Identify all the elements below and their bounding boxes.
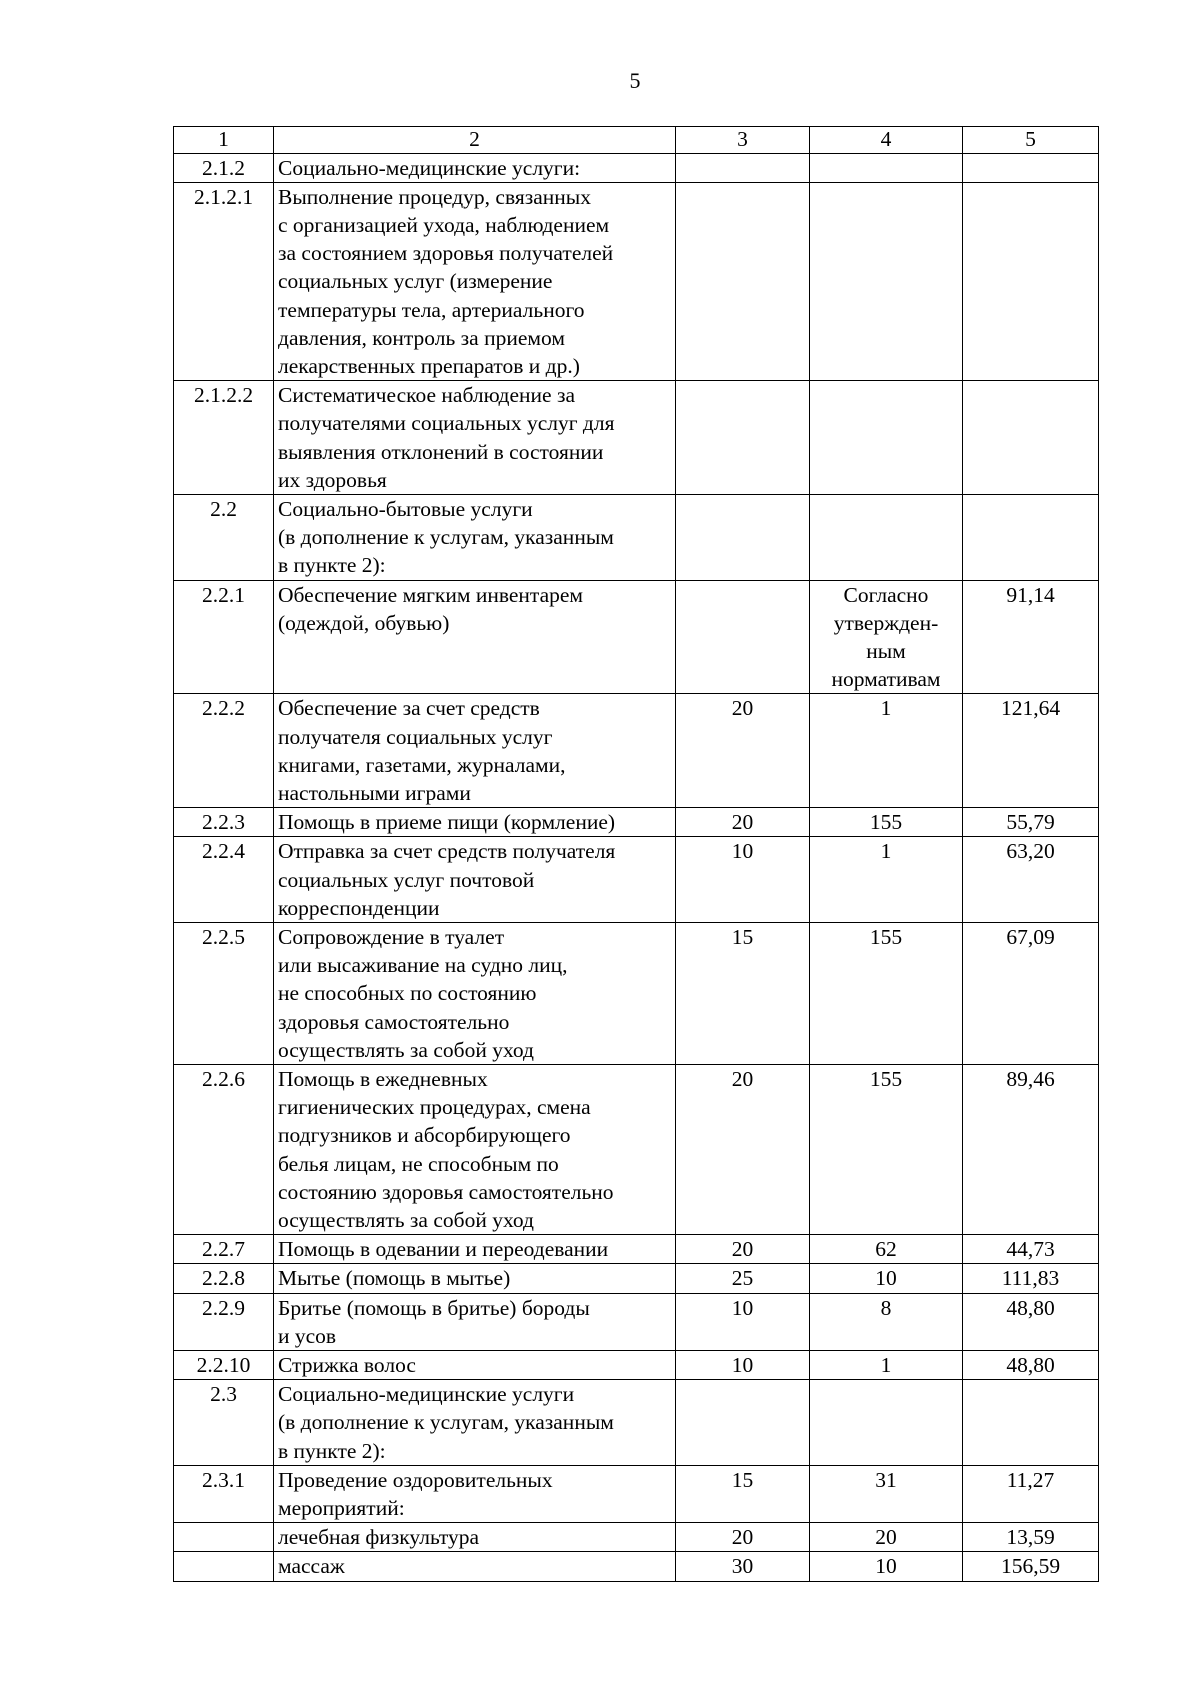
row-number: 2.2.2 <box>174 694 274 808</box>
table-row <box>174 182 1099 380</box>
row-value-col5: 55,79 <box>963 808 1099 837</box>
row-description: Социально-бытовые услуги (в дополнение к услугам, указанным в пункте 2): <box>274 494 676 580</box>
row-number: 2.2.4 <box>174 837 274 923</box>
row-value-col3: 10 <box>676 1351 810 1380</box>
row-value-col3 <box>676 182 810 380</box>
row-value-col5 <box>963 381 1099 495</box>
table-row <box>174 1293 1099 1350</box>
row-description: Мытье (помощь в мытье) <box>274 1264 676 1293</box>
row-number: 2.2.6 <box>174 1065 274 1235</box>
row-value-col4 <box>810 182 963 380</box>
row-description: Бритье (помощь в бритье) бороды и усов <box>274 1293 676 1350</box>
row-value-col3: 30 <box>676 1552 810 1581</box>
row-value-col3 <box>676 494 810 580</box>
row-value-col5: 91,14 <box>963 580 1099 694</box>
column-header: 5 <box>963 127 1099 154</box>
row-number <box>174 1523 274 1552</box>
row-value-col5: 89,46 <box>963 1065 1099 1235</box>
table-row <box>174 1380 1099 1466</box>
row-value-col4: 1 <box>810 837 963 923</box>
table-header-row <box>174 127 1099 154</box>
row-value-col4: 8 <box>810 1293 963 1350</box>
row-value-col4: 62 <box>810 1235 963 1264</box>
row-description: Помощь в приеме пищи (кормление) <box>274 808 676 837</box>
row-value-col3 <box>676 580 810 694</box>
row-value-col4: 1 <box>810 694 963 808</box>
column-header: 1 <box>174 127 274 154</box>
row-value-col3: 15 <box>676 1465 810 1522</box>
row-description: массаж <box>274 1552 676 1581</box>
row-value-col4 <box>810 381 963 495</box>
table-row <box>174 580 1099 694</box>
table-row <box>174 1264 1099 1293</box>
row-description: Систематическое наблюдение за получателями социальных услуг для выявления отклонений в состоянии их здоровья <box>274 381 676 495</box>
row-number: 2.1.2 <box>174 153 274 182</box>
table-row <box>174 381 1099 495</box>
row-value-col5 <box>963 494 1099 580</box>
row-value-col4 <box>810 1380 963 1466</box>
services-table <box>173 126 1099 1582</box>
table-row <box>174 922 1099 1064</box>
row-number: 2.2 <box>174 494 274 580</box>
row-value-col5: 48,80 <box>963 1293 1099 1350</box>
services-table-body <box>174 127 1099 1582</box>
row-value-col3 <box>676 1380 810 1466</box>
row-description: Отправка за счет средств получателя социальных услуг почтовой корреспонденции <box>274 837 676 923</box>
page-number: 5 <box>629 68 641 93</box>
row-value-col5: 67,09 <box>963 922 1099 1064</box>
row-value-col3: 10 <box>676 837 810 923</box>
row-description: Стрижка волос <box>274 1351 676 1380</box>
table-row <box>174 1552 1099 1581</box>
row-description: Помощь в ежедневных гигиенических процедурах, смена подгузников и абсорбирующего белья лицам, не способным по состоянию здоровья самостоятельно осуществлять за собой уход <box>274 1065 676 1235</box>
row-value-col3 <box>676 153 810 182</box>
column-header: 2 <box>274 127 676 154</box>
table-row <box>174 808 1099 837</box>
row-description: Выполнение процедур, связанных с организацией ухода, наблюдением за состоянием здоровья получателей социальных услуг (измерение температуры тела, артериального давления, контроль за приемом лекарственных препаратов и др.) <box>274 182 676 380</box>
row-number: 2.2.9 <box>174 1293 274 1350</box>
row-number: 2.2.3 <box>174 808 274 837</box>
row-value-col5: 13,59 <box>963 1523 1099 1552</box>
row-number: 2.1.2.1 <box>174 182 274 380</box>
table-row <box>174 1065 1099 1235</box>
row-value-col4: 20 <box>810 1523 963 1552</box>
row-value-col4: 1 <box>810 1351 963 1380</box>
row-description: лечебная физкультура <box>274 1523 676 1552</box>
row-number: 2.2.10 <box>174 1351 274 1380</box>
table-row <box>174 1465 1099 1522</box>
row-value-col5: 63,20 <box>963 837 1099 923</box>
row-value-col5 <box>963 153 1099 182</box>
row-number: 2.2.5 <box>174 922 274 1064</box>
row-number: 2.1.2.2 <box>174 381 274 495</box>
row-number: 2.2.8 <box>174 1264 274 1293</box>
row-value-col3: 20 <box>676 808 810 837</box>
row-value-col3: 20 <box>676 694 810 808</box>
row-value-col3: 20 <box>676 1523 810 1552</box>
row-value-col5: 44,73 <box>963 1235 1099 1264</box>
row-value-col5: 121,64 <box>963 694 1099 808</box>
row-value-col3: 15 <box>676 922 810 1064</box>
table-row <box>174 1351 1099 1380</box>
row-number: 2.2.1 <box>174 580 274 694</box>
table-row <box>174 153 1099 182</box>
table-row <box>174 1235 1099 1264</box>
row-value-col5 <box>963 182 1099 380</box>
column-header: 3 <box>676 127 810 154</box>
row-number <box>174 1552 274 1581</box>
row-value-col4: 10 <box>810 1264 963 1293</box>
row-value-col4: Согласно утвержден- ным нормативам <box>810 580 963 694</box>
row-value-col4 <box>810 494 963 580</box>
row-value-col4: 155 <box>810 808 963 837</box>
row-value-col5: 156,59 <box>963 1552 1099 1581</box>
row-value-col4: 31 <box>810 1465 963 1522</box>
table-row <box>174 837 1099 923</box>
row-value-col4: 155 <box>810 1065 963 1235</box>
table-row <box>174 1523 1099 1552</box>
column-header: 4 <box>810 127 963 154</box>
table-row <box>174 494 1099 580</box>
row-value-col5: 48,80 <box>963 1351 1099 1380</box>
row-value-col3: 20 <box>676 1235 810 1264</box>
row-value-col5 <box>963 1380 1099 1466</box>
row-value-col3: 20 <box>676 1065 810 1235</box>
row-value-col5: 111,83 <box>963 1264 1099 1293</box>
row-value-col3: 25 <box>676 1264 810 1293</box>
row-value-col5: 11,27 <box>963 1465 1099 1522</box>
row-description: Социально-медицинские услуги: <box>274 153 676 182</box>
row-description: Обеспечение за счет средств получателя социальных услуг книгами, газетами, журналами, настольными играми <box>274 694 676 808</box>
row-description: Сопровождение в туалет или высаживание на судно лиц, не способных по состоянию здоровья самостоятельно осуществлять за собой уход <box>274 922 676 1064</box>
row-description: Социально-медицинские услуги (в дополнение к услугам, указанным в пункте 2): <box>274 1380 676 1466</box>
row-number: 2.3 <box>174 1380 274 1466</box>
row-description: Помощь в одевании и переодевании <box>274 1235 676 1264</box>
row-value-col4: 155 <box>810 922 963 1064</box>
row-value-col4 <box>810 153 963 182</box>
row-value-col3: 10 <box>676 1293 810 1350</box>
table-row <box>174 694 1099 808</box>
row-number: 2.3.1 <box>174 1465 274 1522</box>
row-description: Проведение оздоровительных мероприятий: <box>274 1465 676 1522</box>
row-description: Обеспечение мягким инвентарем (одеждой, обувью) <box>274 580 676 694</box>
row-value-col4: 10 <box>810 1552 963 1581</box>
row-value-col3 <box>676 381 810 495</box>
row-number: 2.2.7 <box>174 1235 274 1264</box>
